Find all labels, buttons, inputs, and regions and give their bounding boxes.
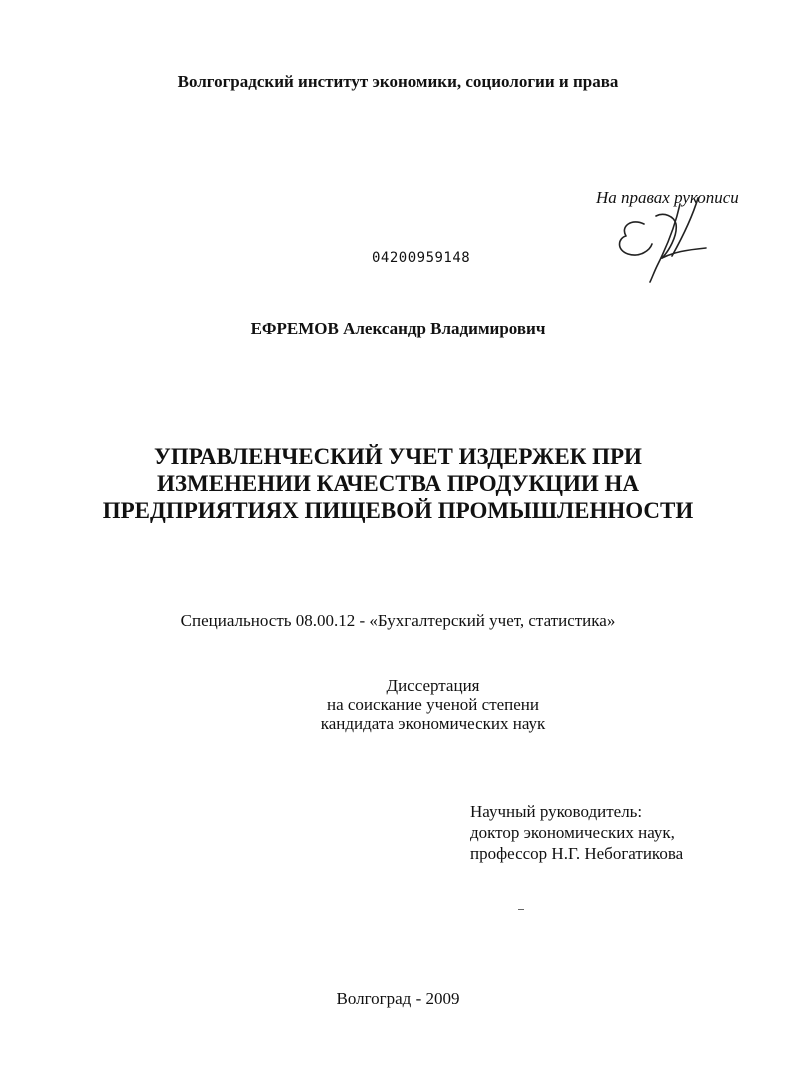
- supervisor-block: [470, 801, 683, 864]
- supervisor-line: доктор экономических наук,: [470, 823, 675, 842]
- specialty: Специальность 08.00.12 - «Бухгалтерский учет, статистика»: [180, 611, 616, 630]
- city-year: Волгоград - 2009: [336, 989, 460, 1008]
- title-line: ПРЕДПРИЯТИЯХ ПИЩЕВОЙ ПРОМЫШЛЕННОСТИ: [102, 498, 694, 523]
- degree-statement: [0, 676, 796, 733]
- title-line: ИЗМЕНЕНИИ КАЧЕСТВА ПРОДУКЦИИ НА: [156, 471, 640, 496]
- degree-line: Диссертация: [386, 676, 480, 695]
- signature-icon: [606, 194, 726, 289]
- manuscript-note: На правах рукописи: [596, 188, 739, 207]
- title-line: УПРАВЛЕНЧЕСКИЙ УЧЕТ ИЗДЕРЖЕК ПРИ: [154, 444, 642, 469]
- supervisor-line: профессор Н.Г. Небогатикова: [470, 844, 684, 863]
- dissertation-title: [0, 443, 796, 524]
- scan-speck: [518, 909, 524, 910]
- degree-line: кандидата экономических наук: [320, 714, 546, 733]
- degree-line: на соискание ученой степени: [326, 695, 540, 714]
- institute-name: Волгоградский институт экономики, социологии и права: [177, 72, 619, 91]
- archive-number: 04200959148: [372, 250, 471, 266]
- author-name: ЕФРЕМОВ Александр Владимирович: [250, 319, 546, 338]
- supervisor-line: Научный руководитель:: [470, 802, 643, 821]
